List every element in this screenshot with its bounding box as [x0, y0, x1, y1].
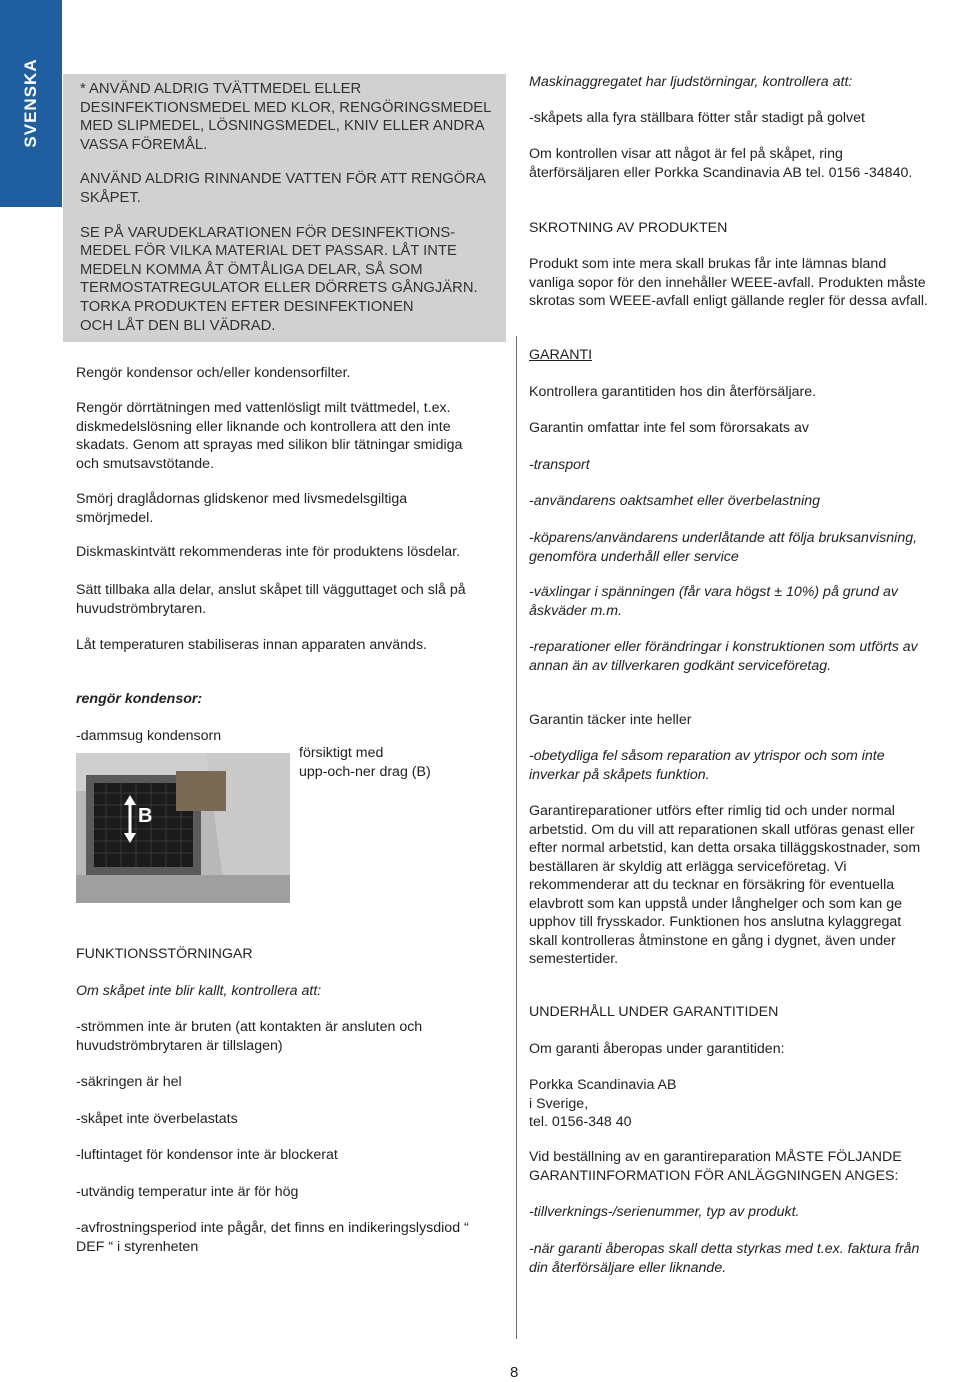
company-address: Porkka Scandinavia AB i Sverige, tel. 0156-348 40	[529, 1077, 677, 1130]
cleaning-rails: Smörj draglådornas glidskenor med livsmedelsgiltiga smörjmedel.	[76, 491, 408, 526]
page-number: 8	[510, 1364, 519, 1381]
order-info: Vid beställning av en garantireparation MÅSTE FÖLJANDE GARANTIINFORMATION FÖR ANLÄGGNINGEN ANGES:	[529, 1149, 902, 1184]
check-temperature: -utvändig temperatur inte är för hög	[76, 1184, 299, 1200]
check-defrost: -avfrostningsperiod inte pågår, det finns en indikeringslysdiod “ DEF “ i styrenheten	[76, 1220, 469, 1255]
check-fuse: -säkringen är hel	[76, 1074, 182, 1090]
exclusion-repairs: -reparationer eller förändringar i konstruktionen som utförts av annan än av tillverkaren godkänt serviceföretag.	[529, 639, 918, 674]
cleaning-stabilize: Låt temperaturen stabiliseras innan apparaten används.	[76, 637, 427, 653]
exclusion-buyer: -köparens/användarens underlåtande att följa bruksanvisning, genomföra underhåll eller service	[529, 530, 918, 565]
warning-disinfectant: SE PÅ VARUDEKLARATIONEN FÖR DESINFEKTIONS- MEDEL FÖR VILKA MATERIAL DET PASSAR. LÅT INTE MEDELN KOMMA ÅT ÖMTÅLIGA DELAR, SÅ SOM TERMOSTATREGULATOR ELLER DÖRRETS GÅNGJÄRN. TORKA PRODUKTEN EFTER DESINFEKTIONEN OCH LÅT DEN BLI VÄDRAD.	[80, 224, 478, 334]
warranty-check: Kontrollera garantitiden hos din återförsäljare.	[529, 384, 817, 400]
claim-intro: Om garanti åberopas under garantitiden:	[529, 1041, 785, 1057]
warning-box	[63, 74, 506, 342]
not-covered: Garantin täcker inte heller	[529, 712, 692, 728]
noise-feet: -skåpets alla fyra ställbara fötter står stadigt på golvet	[529, 110, 865, 126]
language-tab	[0, 0, 62, 207]
malfunction-heading: FUNKTIONSSTÖRNINGAR	[76, 946, 253, 962]
clean-condenser-heading: rengör kondensor:	[76, 691, 203, 707]
check-power: -strömmen inte är bruten (att kontakten är ansluten och huvudströmbrytaren är tillslagen)	[76, 1019, 423, 1054]
exclusion-voltage: -växlingar i spänningen (får vara högst ± 10%) på grund av åskväder m.m.	[529, 584, 898, 619]
cleaning-reassemble: Sätt tillbaka alla delar, anslut skåpet till vägguttaget och slå på huvudströmbrytaren.	[76, 582, 466, 617]
noise-fault: Om kontrollen visar att något är fel på skåpet, ring återförsäljaren eller Porkka Scandinavia AB tel. 0156 -34840.	[529, 146, 913, 181]
photo-label-b: B	[138, 805, 153, 827]
cleaning-condenser: Rengör kondensor och/eller kondensorfilter.	[76, 365, 351, 381]
exclusion-transport: -transport	[529, 457, 590, 473]
disposal-heading: SKROTNING AV PRODUKTEN	[529, 220, 728, 236]
language-tab-label: SVENSKA	[20, 58, 40, 148]
warranty-excludes: Garantin omfattar inte fel som förorsakats av	[529, 420, 809, 436]
disposal-text: Produkt som inte mera skall brukas får inte lämnas bland vanliga sopor för den innehåller WEEE-avfall. Produkten måste skrotas som WEEE-avfall enligt gällande regler för dessa avfall.	[529, 256, 929, 309]
cleaning-door-seal: Rengör dörrtätningen med vattenlösligt milt tvättmedel, t.ex. diskmedelslösning eller liknande och kontrollera att den inte skadats. Genom att sprayas med silikon blir tätningar smidiga och smutsavstötande.	[76, 400, 463, 472]
column-divider	[516, 336, 517, 1339]
check-air-intake: -luftintaget för kondensor inte är blockerat	[76, 1147, 338, 1163]
not-covered-item: -obetydliga fel såsom reparation av ytrispor och som inte inverkar på skåpets funktion.	[529, 748, 885, 783]
condenser-illustration	[76, 753, 290, 903]
warranty-heading: GARANTI	[529, 347, 593, 363]
maintenance-heading: UNDERHÅLL UNDER GARANTITIDEN	[529, 1004, 779, 1020]
malfunction-intro: Om skåpet inte blir kallt, kontrollera att:	[76, 983, 322, 999]
exclusion-user: -användarens oaktsamhet eller överbelastning	[529, 493, 821, 509]
cleaning-dishwasher: Diskmaskintvätt rekommenderas inte för produktens lösdelar.	[76, 544, 461, 560]
info-model: -tillverknings-/serienummer, typ av produkt.	[529, 1204, 800, 1220]
noise-intro: Maskinaggregatet har ljudstörningar, kontrollera att:	[529, 74, 853, 90]
check-overload: -skåpet inte överbelastats	[76, 1111, 238, 1127]
condenser-photo	[76, 753, 290, 903]
info-proof: -när garanti åberopas skall detta styrkas med t.ex. faktura från din återförsäljare eller liknande.	[529, 1241, 920, 1276]
vacuum-instruction: -dammsug kondensorn	[76, 728, 222, 744]
photo-note: försiktigt med upp-och-ner drag (B)	[299, 745, 431, 780]
warning-detergents: * ANVÄND ALDRIG TVÄTTMEDEL ELLER DESINFEKTIONSMEDEL MED KLOR, RENGÖRINGSMEDEL MED SLIPMEDEL, LÖSNINGSMEDEL, KNIV ELLER ANDRA VASSA FÖREMÅL.	[80, 81, 492, 153]
warning-water: ANVÄND ALDRIG RINNANDE VATTEN FÖR ATT RENGÖRA SKÅPET.	[80, 171, 486, 206]
repairs-text: Garantireparationer utförs efter rimlig tid och under normal arbetstid. Om du vill att reparationen skall utföras genast eller efter normal arbetstid, kan detta orsaka tilläggskostnader, som beställaren är skyldig att erlägga serviceföretag. Vi rekommenderar att du tecknar en försäkring för eventuella elavbrott som kan uppstå under långhelger och som kan ge upphov till frysskador. Funktionen hos anslutna kylaggregat skall kontrolleras åtminstone en gång i dygnet, även under semestertider.	[529, 803, 921, 967]
